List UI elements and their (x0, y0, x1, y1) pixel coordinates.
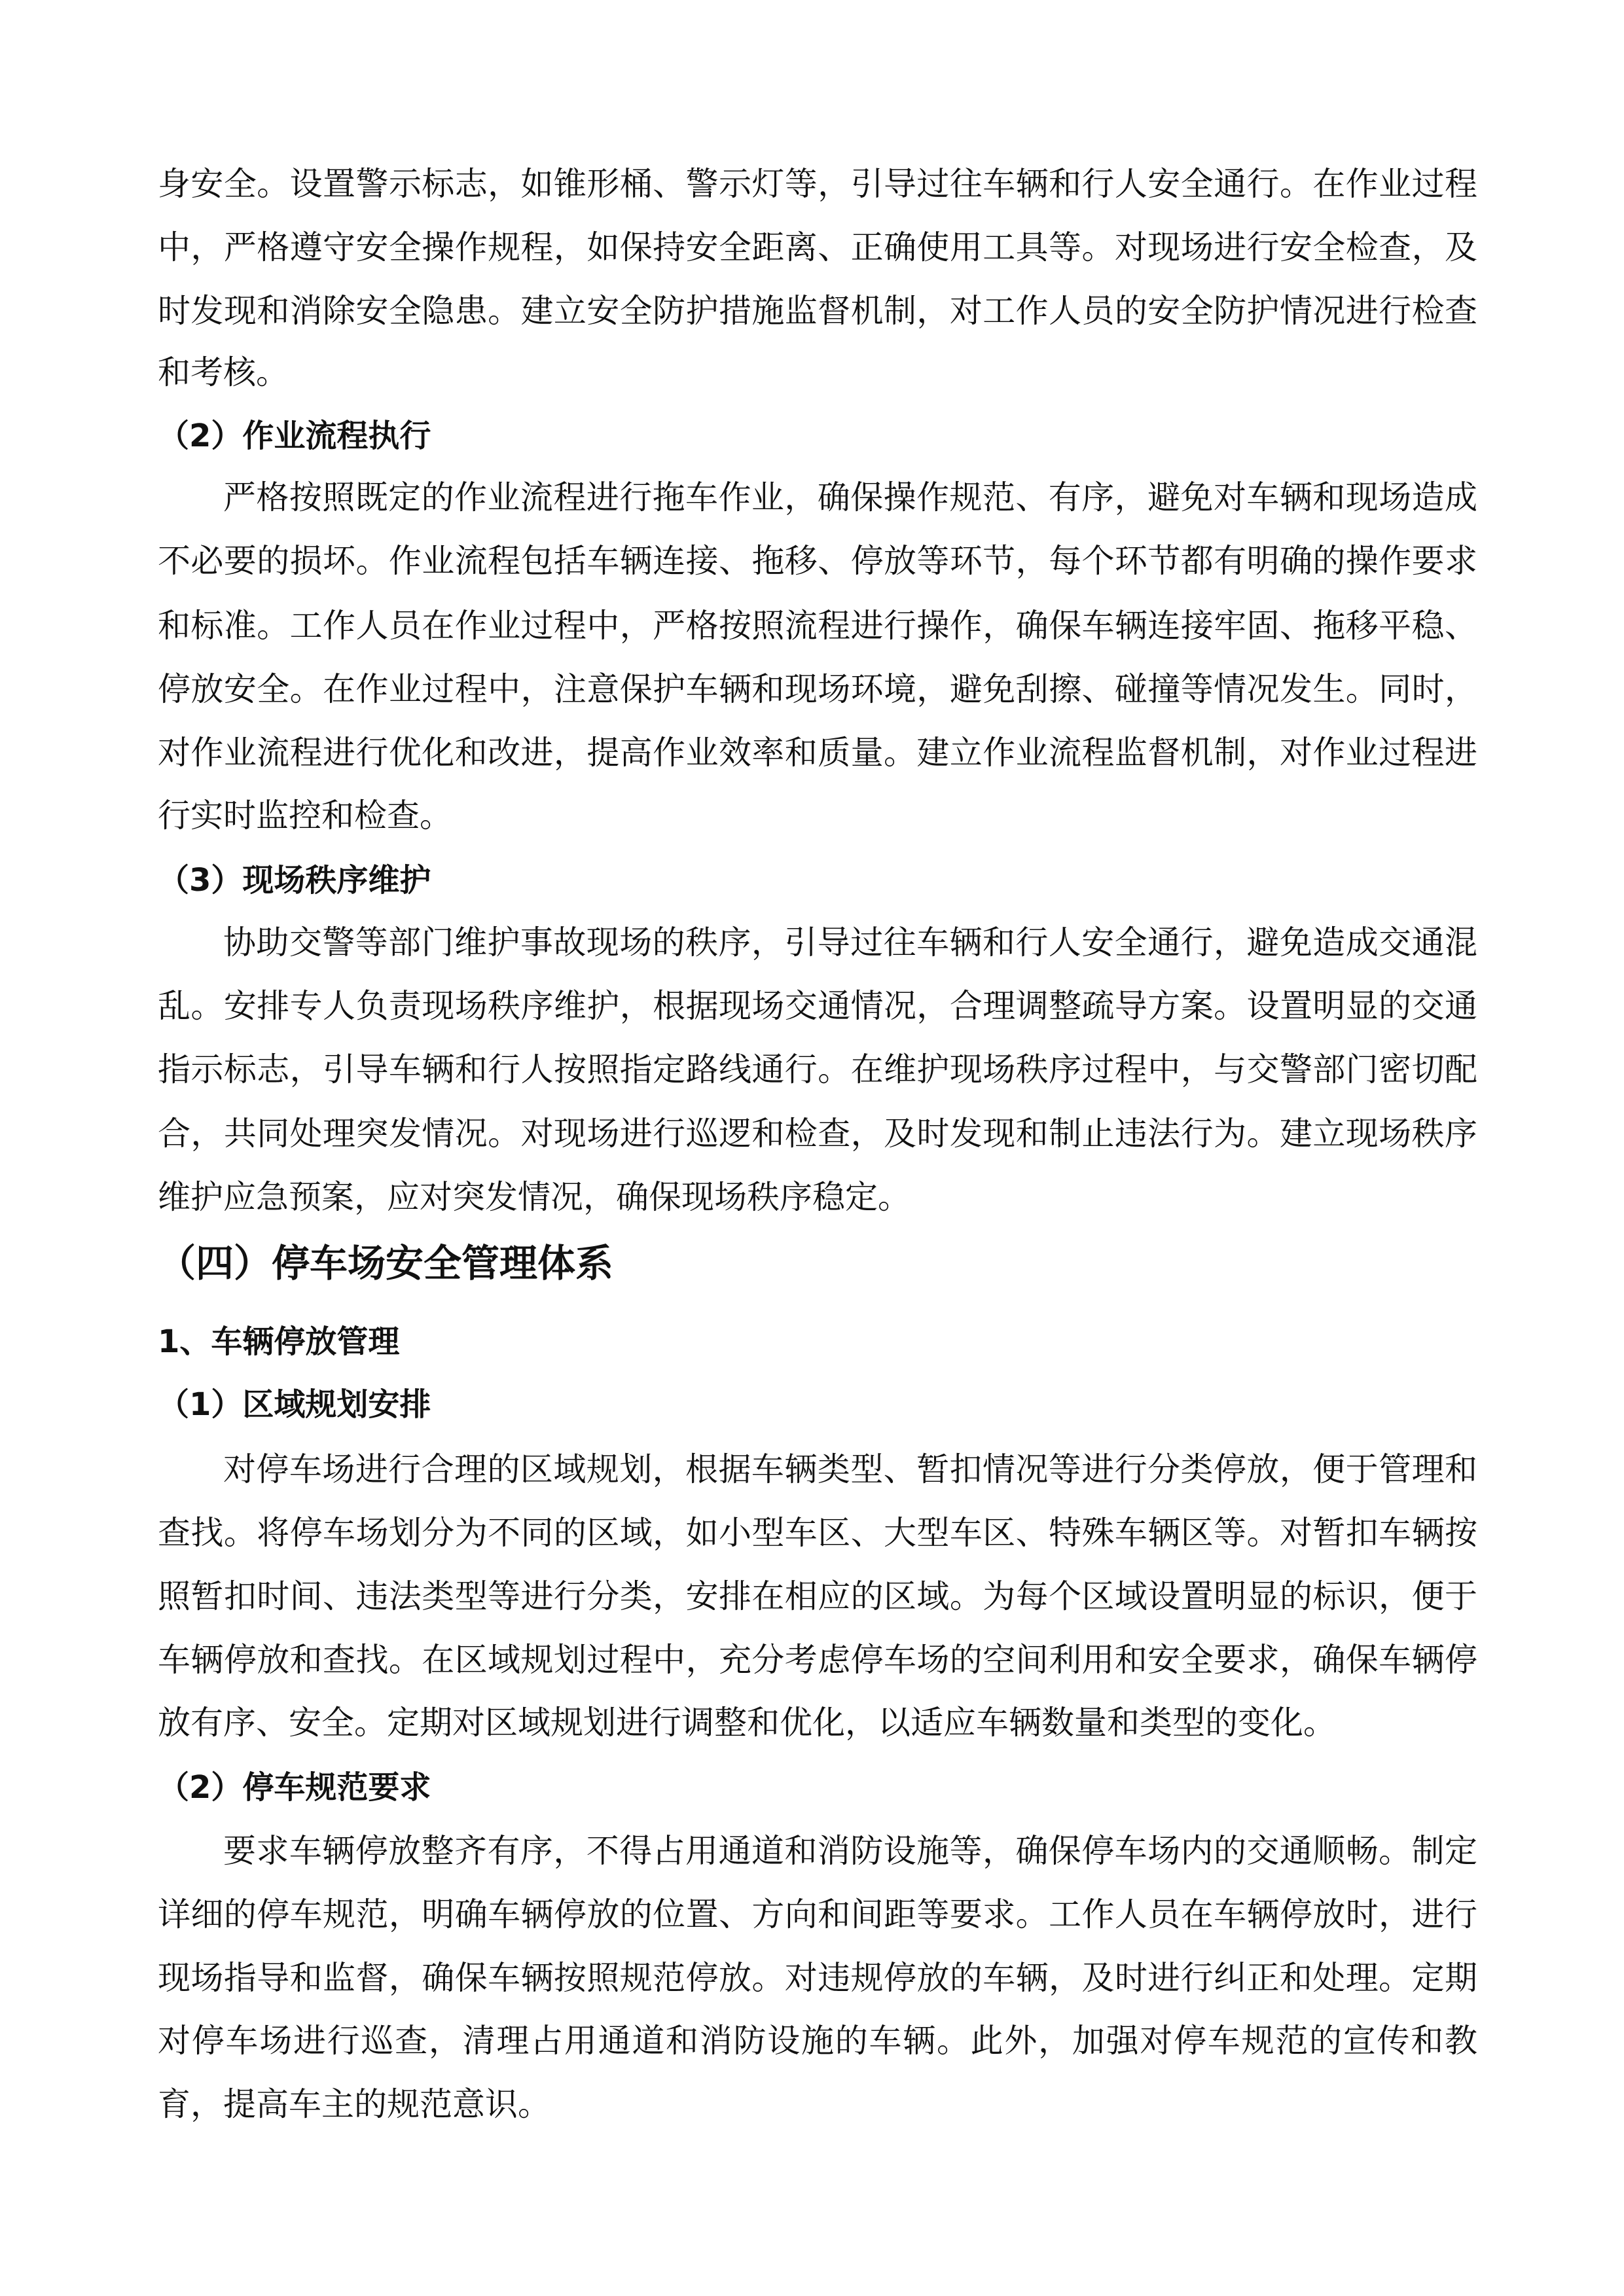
section-heading-workflow-execution: （2）作业流程执行 (158, 418, 431, 454)
paragraph-line: 要求车辆停放整齐有序，不得占用通道和消防设施等，确保停车场内的交通顺畅。制定 (223, 1832, 1477, 1870)
subsection-heading-vehicle-parking: 1、车辆停放管理 (158, 1323, 400, 1360)
paragraph-line: 育，提高车主的规范意识。 (158, 2085, 550, 2123)
paragraph-line: 停放安全。在作业过程中，注意保护车辆和现场环境，避免刮擦、碰撞等情况发生。同时， (158, 670, 1477, 708)
paragraph-line: 详细的停车规范，明确车辆停放的位置、方向和间距等要求。工作人员在车辆停放时，进行 (158, 1895, 1477, 1933)
item-heading-zone-planning: （1）区域规划安排 (158, 1386, 431, 1423)
paragraph-line: 严格按照既定的作业流程进行拖车作业，确保操作规范、有序，避免对车辆和现场造成 (223, 478, 1477, 516)
section-heading-site-order: （3）现场秩序维护 (158, 862, 431, 899)
paragraph-line: 不必要的损坏。作业流程包括车辆连接、拖移、停放等环节，每个环节都有明确的操作要求 (158, 542, 1477, 580)
paragraph-line: 放有序、安全。定期对区域规划进行调整和优化，以适应车辆数量和类型的变化。 (158, 1704, 1336, 1742)
paragraph-line: 和标准。工作人员在作业过程中，严格按照流程进行操作，确保车辆连接牢固、拖移平稳、 (158, 607, 1477, 645)
paragraph-line: 对作业流程进行优化和改进，提高作业效率和质量。建立作业流程监督机制，对作业过程进 (158, 734, 1477, 772)
chapter-heading-parking-safety: （四）停车场安全管理体系 (158, 1241, 614, 1285)
paragraph-line: 指示标志，引导车辆和行人按照指定路线通行。在维护现场秩序过程中，与交警部门密切配 (158, 1050, 1477, 1088)
paragraph-line: 中，严格遵守安全操作规程，如保持安全距离、正确使用工具等。对现场进行安全检查，及 (158, 228, 1477, 266)
paragraph-line: 时发现和消除安全隐患。建立安全防护措施监督机制，对工作人员的安全防护情况进行检查 (158, 292, 1477, 330)
paragraph-line: 对停车场进行巡查，清理占用通道和消防设施的车辆。此外，加强对停车规范的宣传和教 (158, 2022, 1477, 2060)
paragraph-line: 身安全。设置警示标志，如锥形桶、警示灯等，引导过往车辆和行人安全通行。在作业过程 (158, 165, 1477, 203)
paragraph-line: 乱。安排专人负责现场秩序维护，根据现场交通情况，合理调整疏导方案。设置明显的交通 (158, 987, 1477, 1025)
paragraph-line: 合，共同处理突发情况。对现场进行巡逻和检查，及时发现和制止违法行为。建立现场秩序 (158, 1115, 1477, 1153)
paragraph-line: 和考核。 (158, 353, 289, 391)
paragraph-line: 对停车场进行合理的区域规划，根据车辆类型、暂扣情况等进行分类停放，便于管理和 (223, 1450, 1477, 1488)
paragraph-line: 车辆停放和查找。在区域规划过程中，充分考虑停车场的空间利用和安全要求，确保车辆停 (158, 1641, 1477, 1679)
paragraph-line: 协助交警等部门维护事故现场的秩序，引导过往车辆和行人安全通行，避免造成交通混 (223, 924, 1477, 961)
paragraph-line: 照暂扣时间、违法类型等进行分类，安排在相应的区域。为每个区域设置明显的标识，便于 (158, 1577, 1477, 1615)
paragraph-line: 查找。将停车场划分为不同的区域，如小型车区、大型车区、特殊车辆区等。对暂扣车辆按 (158, 1514, 1477, 1552)
paragraph-line: 维护应急预案，应对突发情况，确保现场秩序稳定。 (158, 1178, 911, 1216)
paragraph-line: 现场指导和监督，确保车辆按照规范停放。对违规停放的车辆，及时进行纠正和处理。定期 (158, 1959, 1477, 1997)
paragraph-line: 行实时监控和检查。 (158, 797, 452, 834)
item-heading-parking-rules: （2）停车规范要求 (158, 1769, 431, 1806)
